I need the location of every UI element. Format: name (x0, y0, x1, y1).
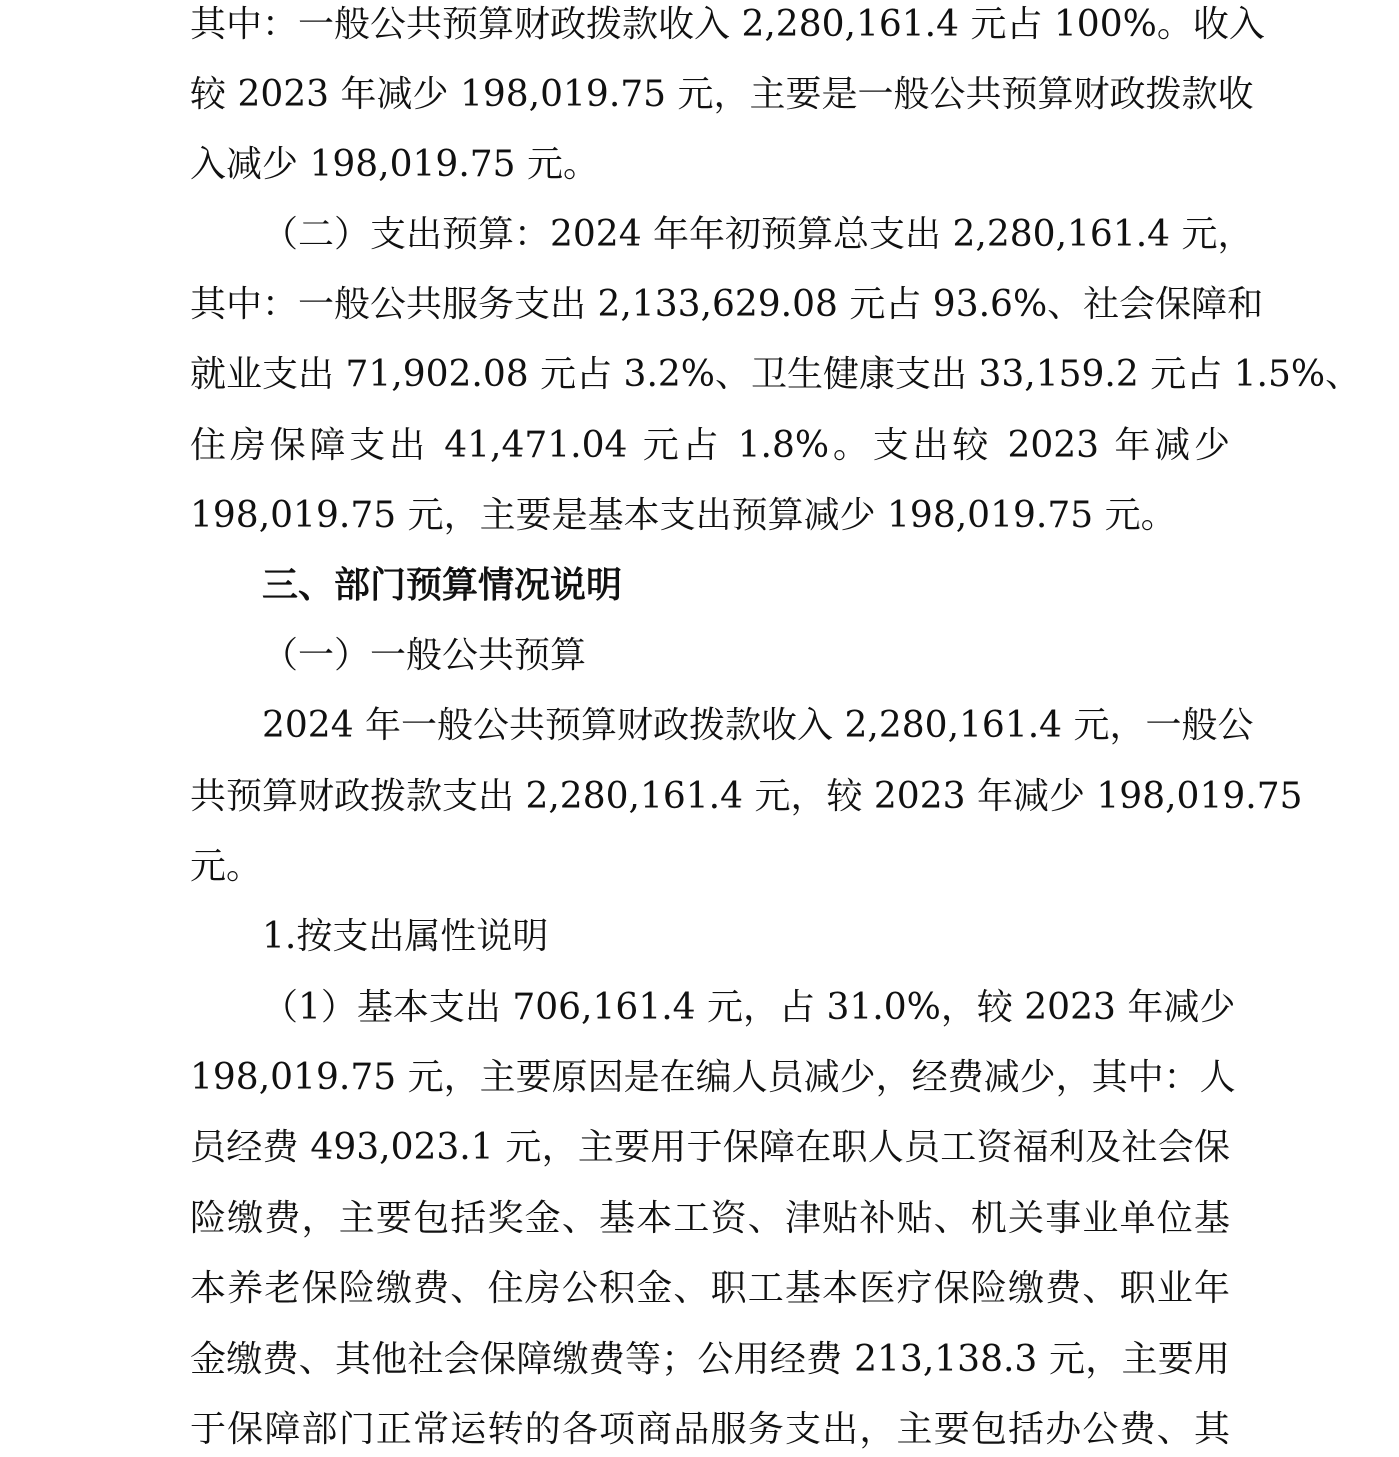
paragraph-line: 入减少 198,019.75 元。 (190, 144, 600, 185)
section-heading-expenditure-budget: （二）支出预算：2024 年年初预算总支出 2,280,161.4 元， (262, 214, 1254, 255)
paragraph-line: 其中：一般公共服务支出 2,133,629.08 元占 93.6%、社会保障和 (190, 284, 1264, 325)
paragraph-line: 金缴费、其他社会保障缴费等；公用经费 213,138.3 元，主要用 (190, 1339, 1230, 1380)
section-heading-department-budget: 三、部门预算情况说明 (262, 565, 623, 606)
paragraph-line: 员经费 493,023.1 元，主要用于保障在职人员工资福利及社会保 (190, 1127, 1230, 1168)
paragraph-line: 险缴费，主要包括奖金、基本工资、津贴补贴、机关事业单位基 (190, 1198, 1230, 1239)
paragraph-line: 本养老保险缴费、住房公积金、职工基本医疗保险缴费、职业年 (190, 1268, 1230, 1309)
paragraph-line: 2024 年一般公共预算财政拨款收入 2,280,161.4 元，一般公 (262, 705, 1254, 746)
item-heading-by-attribute: 1.按支出属性说明 (262, 916, 549, 957)
paragraph-line: 元。 (190, 846, 263, 887)
paragraph-line: 于保障部门正常运转的各项商品服务支出，主要包括办公费、其 (190, 1409, 1230, 1450)
paragraph-line: 住房保障支出 41,471.04 元占 1.8%。支出较 2023 年减少 (190, 425, 1230, 466)
paragraph-line: 其中：一般公共预算财政拨款收入 2,280,161.4 元占 100%。收入 (190, 4, 1265, 45)
paragraph-line: 198,019.75 元，主要是基本支出预算减少 198,019.75 元。 (190, 495, 1177, 536)
paragraph-line: （1）基本支出 706,161.4 元，占 31.0%，较 2023 年减少 (262, 987, 1236, 1028)
subsection-heading-general-budget: （一）一般公共预算 (262, 635, 587, 676)
paragraph-line: 就业支出 71,902.08 元占 3.2%、卫生健康支出 33,159.2 元占 1.5%、 (190, 354, 1362, 395)
paragraph-line: 共预算财政拨款支出 2,280,161.4 元，较 2023 年减少 198,019.75 (190, 776, 1303, 817)
paragraph-line: 198,019.75 元，主要原因是在编人员减少，经费减少，其中：人 (190, 1057, 1236, 1098)
paragraph-line: 较 2023 年减少 198,019.75 元，主要是一般公共预算财政拨款收 (190, 74, 1254, 115)
